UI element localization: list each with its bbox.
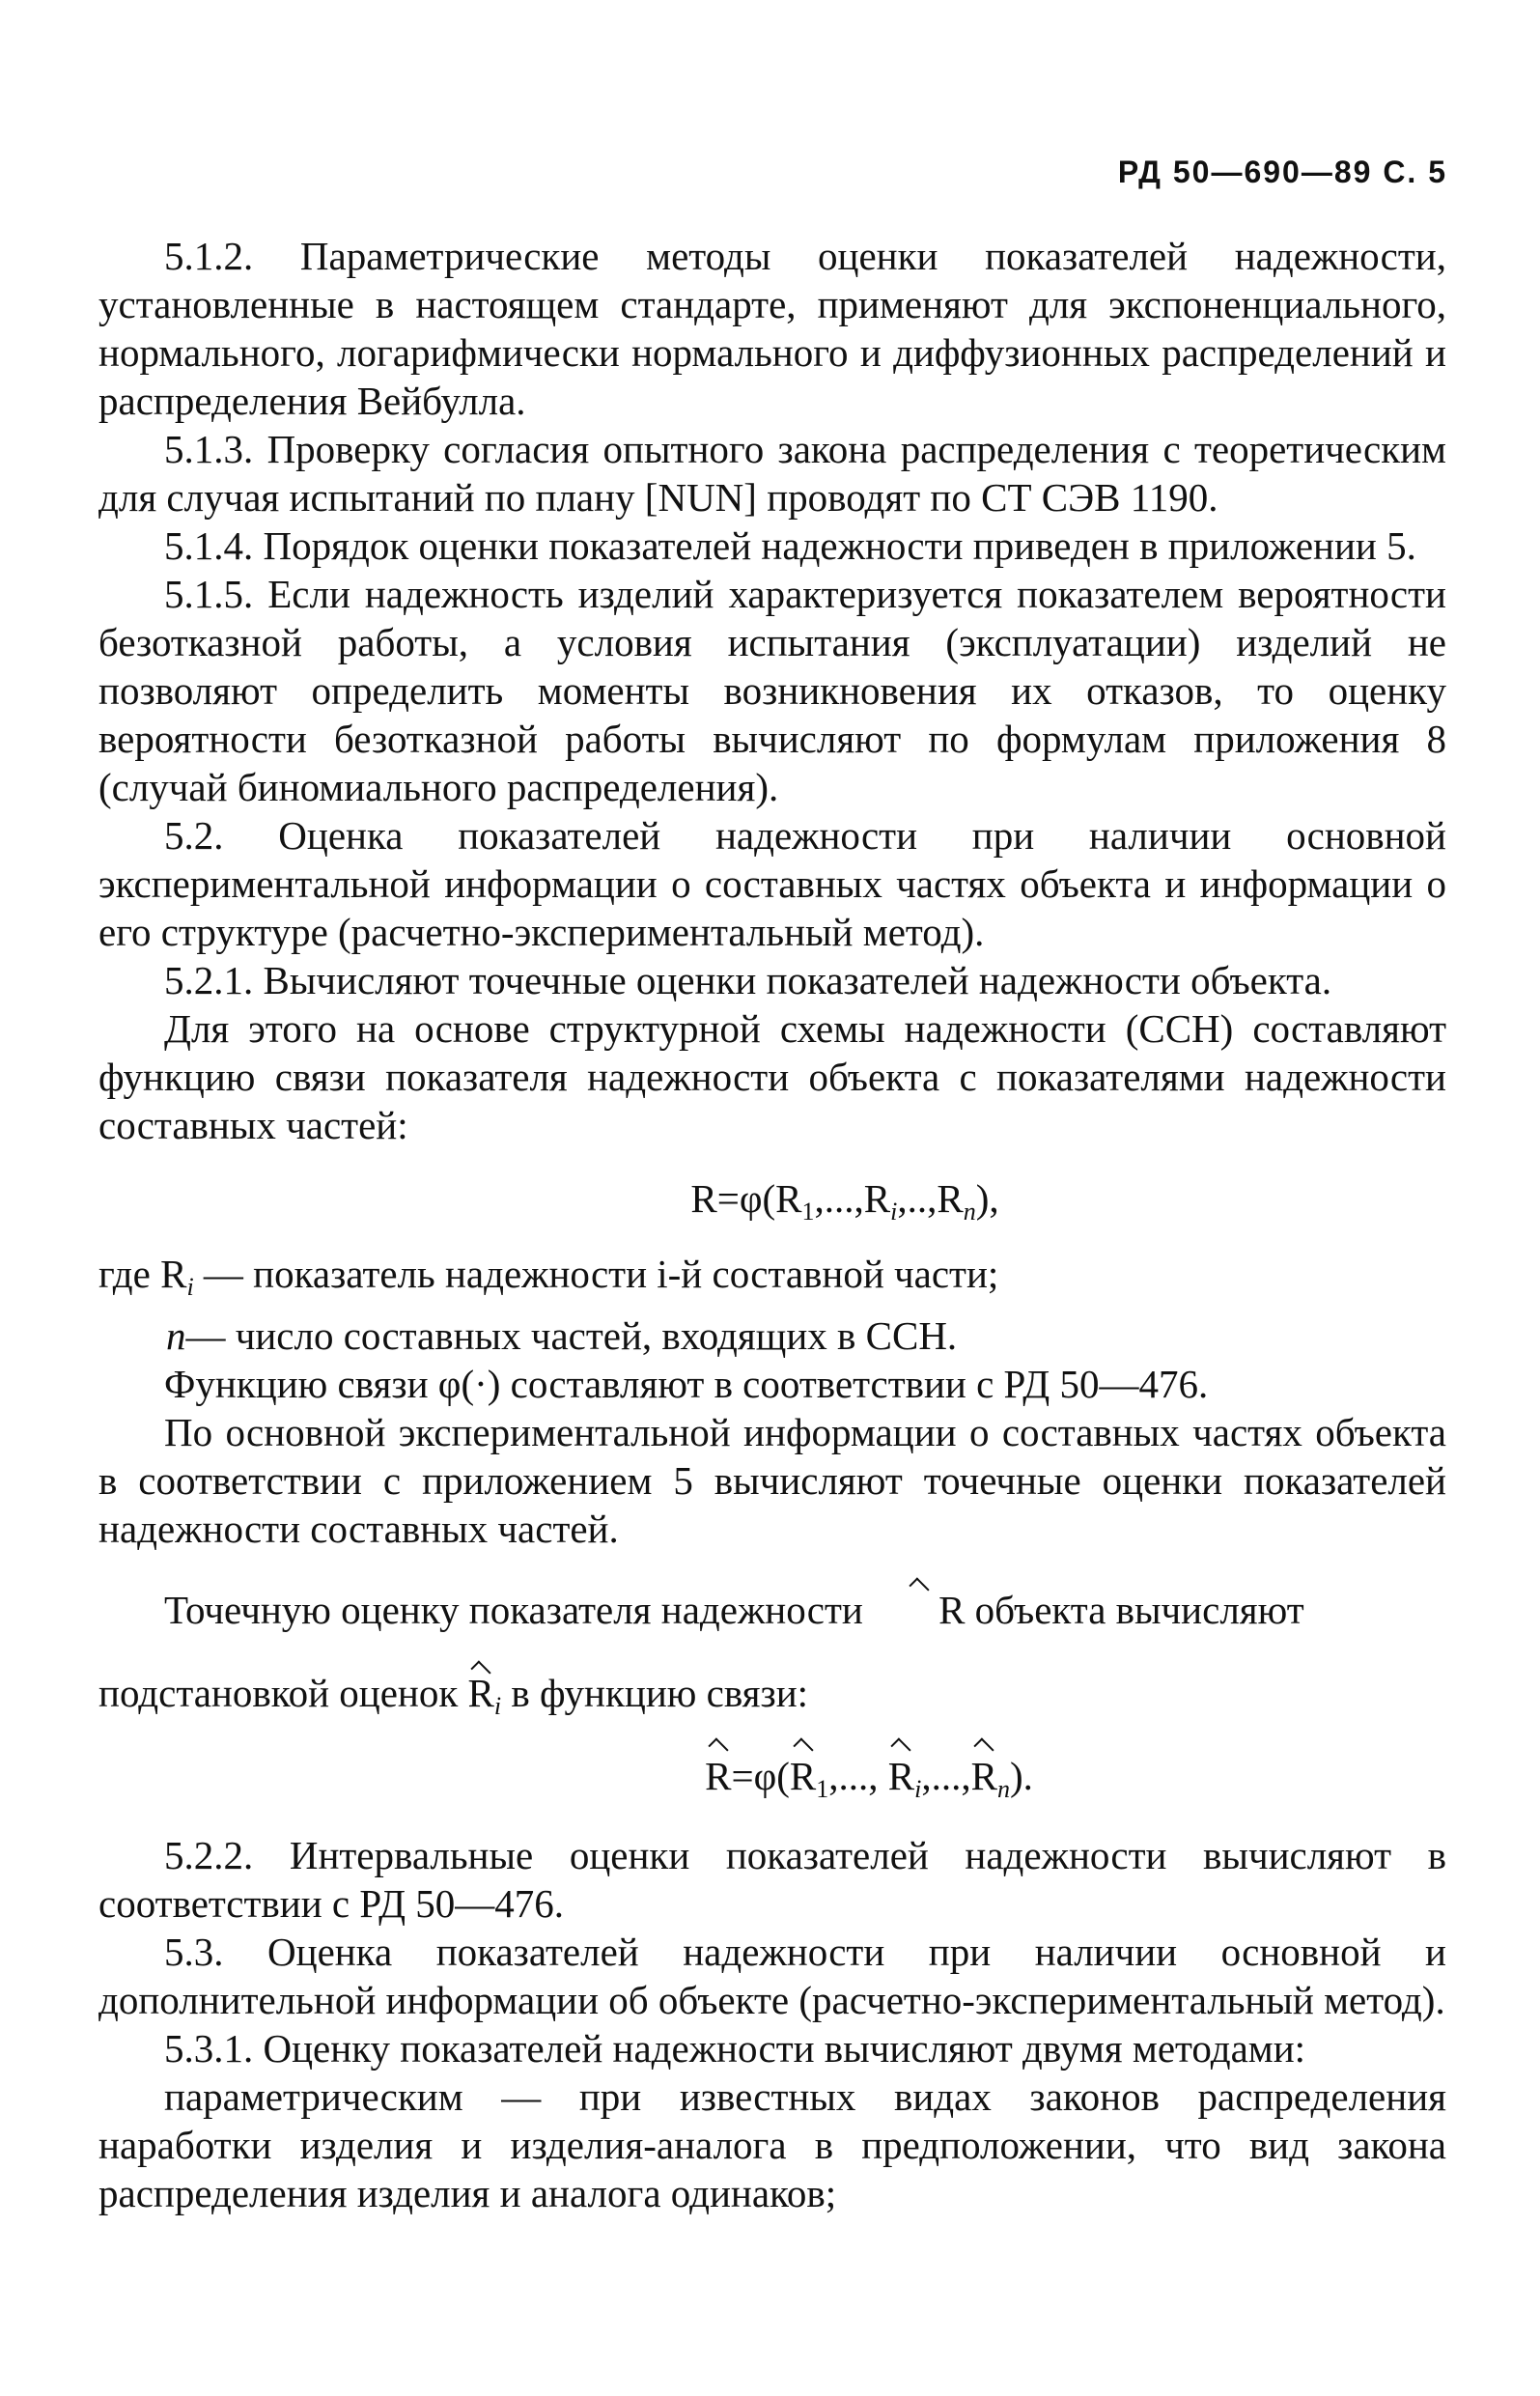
definition-text: — число составных частей, входящих в ССН.	[185, 1313, 958, 1358]
document-body	[98, 232, 1446, 2217]
running-head: РД 50—690—89 С. 5	[1117, 155, 1447, 189]
formula-subscript: 1	[816, 1775, 829, 1803]
paragraph-5-3-1: 5.3.1. Оценку показателей надежности вычисляют двумя методами:	[164, 2026, 1306, 2071]
paragraph-link-function: Функцию связи φ(·) составляют в соответствии с РД 50—476.	[164, 1362, 1209, 1406]
rn-hat-symbol: R	[970, 1754, 997, 1798]
r1-hat-symbol: R	[789, 1754, 817, 1798]
r-hat-symbol: R	[705, 1754, 732, 1798]
formula-subscript: n	[996, 1775, 1010, 1803]
paragraph-5-1-3: 5.1.3. Проверку согласия опытного закона распределения с теоретическим для случая испытаний по плану [NUN] проводят по СТ СЭВ 1190.	[98, 427, 1446, 520]
formula-part: ),	[975, 1176, 999, 1221]
definition-text: — показатель надежности i-й составной части;	[193, 1252, 999, 1296]
formula-subscript: 1	[801, 1198, 815, 1226]
formula-subscript: i	[914, 1775, 922, 1803]
paragraph-5-2-1: 5.2.1. Вычисляют точечные оценки показателей надежности объекта.	[164, 958, 1332, 1002]
definition-n	[98, 1311, 1446, 1360]
r-hat-symbol: R	[873, 1586, 965, 1634]
definition-ri	[98, 1250, 1446, 1311]
paragraph-substitution	[98, 1669, 1446, 1731]
paragraph-main-info: По основной экспериментальной информации о составных частях объекта в соответствии с приложением 5 вычисляют точечные оценки показателей надежности составных частей.	[98, 1410, 1446, 1551]
formula-link-function	[98, 1174, 1446, 1236]
text-subscript: i	[493, 1692, 502, 1720]
paragraph-5-1-2: 5.1.2. Параметрические методы оценки показателей надежности, установленные в настоящем стандарте, применяют для экспоненциального, нормального, логарифмически нормального и диффузионных распределений и распределения Вейбулла.	[98, 234, 1446, 423]
formula-part: ,...,	[828, 1754, 888, 1798]
formula-part: =φ(	[731, 1754, 790, 1798]
ri-hat-symbol: R	[887, 1754, 915, 1798]
text-part: в функцию связи:	[501, 1671, 809, 1715]
definition-label: где R	[98, 1252, 187, 1296]
formula-subscript: i	[890, 1198, 898, 1226]
formula-point-estimate	[98, 1752, 1446, 1814]
paragraph-point-estimate	[98, 1586, 1446, 1634]
paragraph-5-1-5: 5.1.5. Если надежность изделий характеризуется показателем вероятности безотказной работы, а условия испытания (эксплуатации) изделий не позволяют определить моменты возникновения их отказов, то оценку вероятности безотказной работы вычисляют по формулам приложения 8 (случай биномиального распределения).	[98, 572, 1446, 809]
formula-subscript: n	[963, 1198, 976, 1226]
paragraph-parametric: параметрическим — при известных видах законов распределения наработки изделия и изделия-аналога в предположении, что вид закона распределения изделия и аналога одинаков;	[98, 2074, 1446, 2215]
paragraph-5-2-2: 5.2.2. Интервальные оценки показателей надежности вычисляют в соответствии с РД 50—476.	[98, 1833, 1446, 1926]
formula-part: ,..,R	[897, 1176, 964, 1221]
paragraph-5-1-4: 5.1.4. Порядок оценки показателей надежности приведен в приложении 5.	[164, 523, 1416, 568]
definition-subscript: i	[186, 1273, 194, 1301]
paragraph-5-2: 5.2. Оценка показателей надежности при наличии основной экспериментальной информации о составных частях объекта и информации о его структуре (расчетно-экспериментальный метод).	[98, 813, 1446, 954]
paragraph-structure-scheme: Для этого на основе структурной схемы надежности (ССН) составляют функцию связи показателя надежности объекта с показателями надежности составных частей:	[98, 1006, 1446, 1147]
ri-hat-symbol: R	[467, 1671, 494, 1715]
paragraph-5-3: 5.3. Оценка показателей надежности при наличии основной и дополнительной информации об объекте (расчетно-экспериментальный метод).	[98, 1930, 1446, 2022]
formula-part: ,...,	[921, 1754, 971, 1798]
formula-part: R=φ(R	[690, 1176, 802, 1221]
definition-label: n	[166, 1313, 186, 1358]
text-part: Точечную оценку показателя надежности	[164, 1588, 874, 1632]
text-part: подстановкой оценок	[98, 1671, 468, 1715]
text-part: объекта вычисляют	[965, 1588, 1304, 1632]
formula-part: ,...,R	[814, 1176, 891, 1221]
formula-part: ).	[1009, 1754, 1033, 1798]
